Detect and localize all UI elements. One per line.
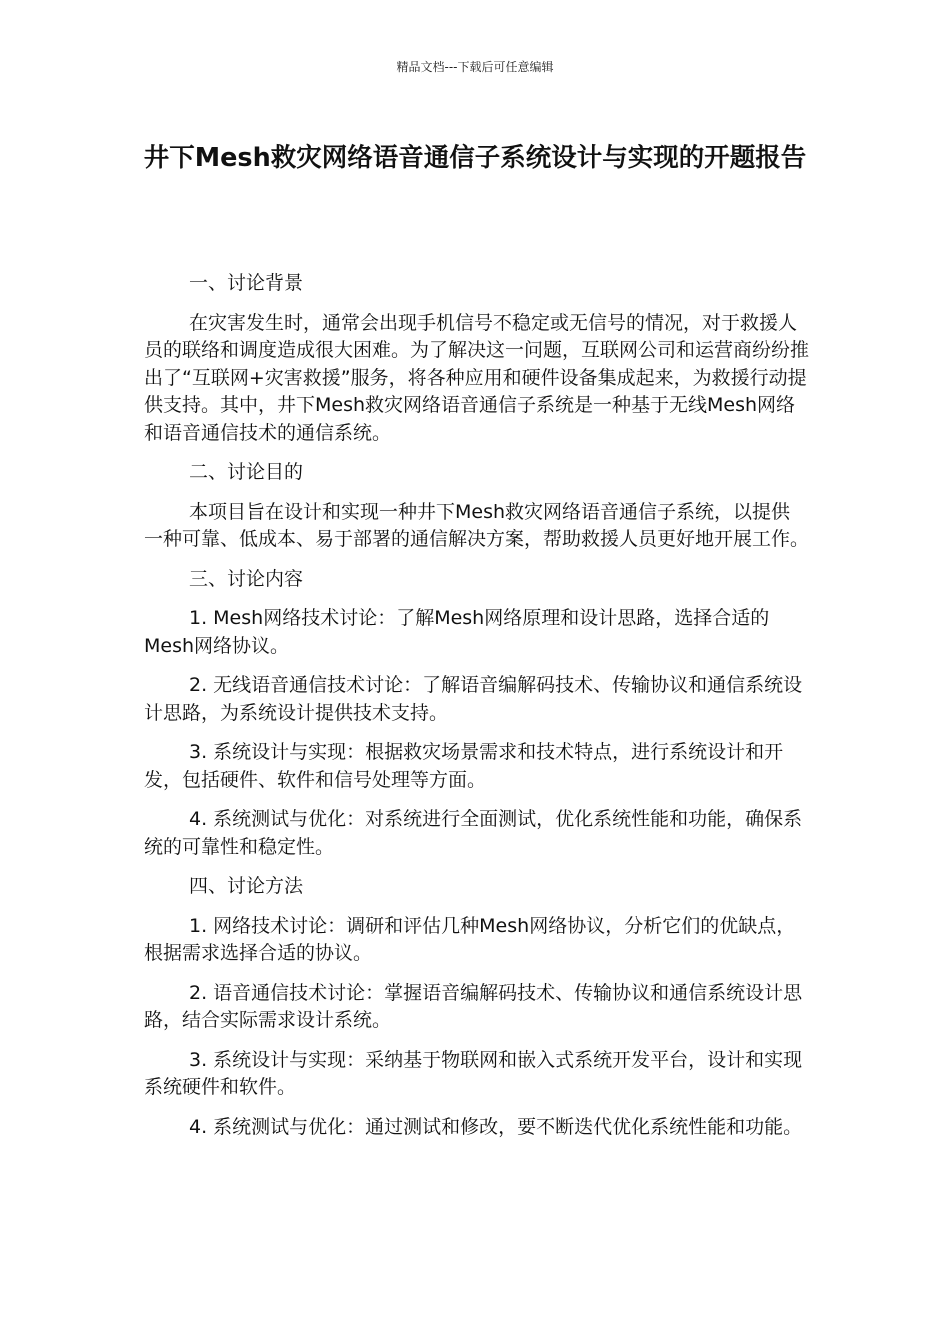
section-heading: 二、讨论目的 (189, 461, 304, 483)
list-item: 4. 系统测试与优化：对系统进行全面测试，优化系统性能和功能，确保系统的可靠性和稳定性。 (144, 808, 803, 858)
paragraph: 在灾害发生时，通常会出现手机信号不稳定或无信号的情况，对于救援人员的联络和调度造成很大困难。为了解决这一问题，互联网公司和运营商纷纷推出了“互联网+灾害救援”服务，将各种应用和硬件设备集成起来，为救援行动提供支持。其中，井下Mesh救灾网络语音通信子系统是一种基于无线Mesh网络和语音通信技术的通信系统。 (144, 311, 810, 444)
section-purpose (144, 459, 809, 554)
section-content (144, 566, 809, 862)
document-title: 井下Mesh救灾网络语音通信子系统设计与实现的开题报告 (143, 143, 807, 173)
page-header: 精品文档---下载后可任意编辑 (396, 60, 554, 74)
list-item: 2. 无线语音通信技术讨论：了解语音编解码技术、传输协议和通信系统设计思路，为系统设计提供技术支持。 (144, 674, 803, 724)
document-body (144, 270, 809, 1153)
list-item: 1. Mesh网络技术讨论：了解Mesh网络原理和设计思路，选择合适的Mesh网络协议。 (144, 607, 770, 657)
paragraph: 本项目旨在设计和实现一种井下Mesh救灾网络语音通信子系统，以提供一种可靠、低成本、易于部署的通信解决方案，帮助救援人员更好地开展工作。 (144, 500, 810, 550)
section-method (144, 873, 809, 1141)
section-heading: 四、讨论方法 (189, 875, 304, 897)
list-item: 3. 系统设计与实现：根据救灾场景需求和技术特点，进行系统设计和开发，包括硬件、软件和信号处理等方面。 (144, 741, 784, 791)
list-item: 3. 系统设计与实现：采纳基于物联网和嵌入式系统开发平台，设计和实现系统硬件和软件。 (144, 1048, 803, 1098)
list-item: 4. 系统测试与优化：通过测试和修改，要不断迭代优化系统性能和功能。 (189, 1115, 803, 1138)
section-background (144, 270, 809, 447)
list-item: 1. 网络技术讨论：调研和评估几种Mesh网络协议，分析它们的优缺点，根据需求选择合适的协议。 (144, 914, 796, 964)
section-heading: 一、讨论背景 (189, 272, 304, 294)
list-item: 2. 语音通信技术讨论：掌握语音编解码技术、传输协议和通信系统设计思路，结合实际需求设计系统。 (144, 981, 803, 1031)
section-heading: 三、讨论内容 (189, 567, 304, 590)
